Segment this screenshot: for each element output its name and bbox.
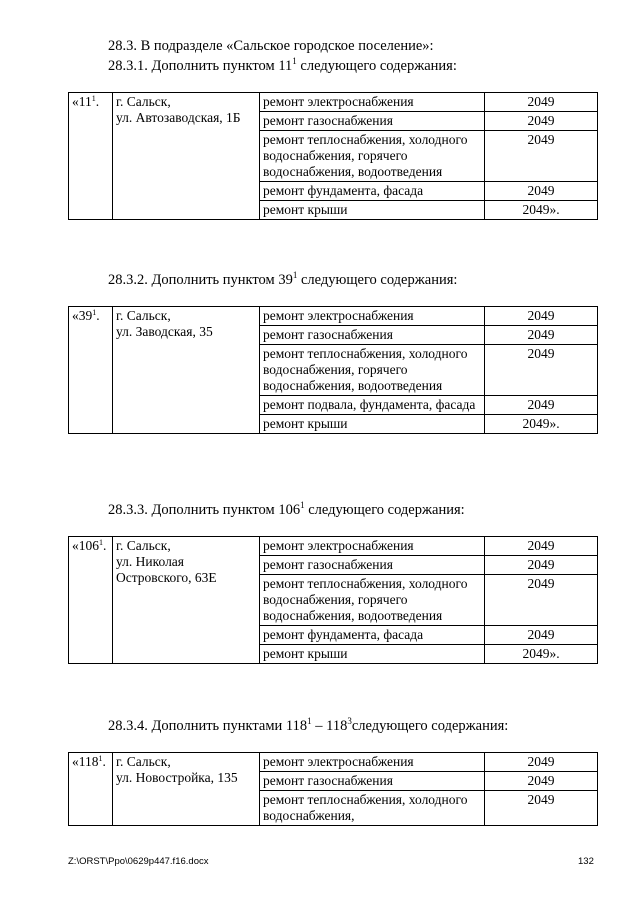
work-year: 2049 [485,626,598,645]
work-type: ремонт газоснабжения [260,112,485,131]
table-row [69,537,598,556]
work-type: ремонт крыши [260,415,485,434]
work-year: 2049». [485,201,598,220]
items-table-1 [68,92,598,220]
heading-text: следующего содержания: [304,502,465,518]
subsection-heading-1 [108,58,457,75]
work-type: ремонт крыши [260,645,485,664]
item-number: «$106^1$. [69,537,113,664]
items-table-3 [68,536,598,664]
item-address: г. Сальск, ул. Николая Островского, 63Е [113,537,260,664]
work-year: 2049 [485,131,598,182]
work-year: 2049 [485,537,598,556]
subsection-heading-2 [108,272,457,289]
footer-page-number: 132 [578,856,594,867]
item-number: «$39^1$. [69,307,113,434]
heading-superscript: 1 [307,716,312,726]
work-type: ремонт газоснабжения [260,326,485,345]
work-type: ремонт газоснабжения [260,556,485,575]
work-year: 2049 [485,791,598,826]
table-row [69,753,598,772]
heading-text: 28.3.3. Дополнить пунктом 106 [108,502,301,518]
work-type: ремонт электроснабжения [260,307,485,326]
items-table-2 [68,306,598,434]
work-year: 2049». [485,415,598,434]
work-year: 2049 [485,112,598,131]
subsection-heading-4 [108,718,508,735]
heading-text: 28.3.2. Дополнить пунктом 39 [108,272,293,288]
work-year: 2049 [485,575,598,626]
heading-superscript: 1 [300,500,305,510]
heading-text: следующего содержания: [351,718,509,734]
work-year: 2049 [485,182,598,201]
work-year: 2049 [485,326,598,345]
work-type: ремонт газоснабжения [260,772,485,791]
work-year: 2049 [485,753,598,772]
work-year: 2049 [485,345,598,396]
heading-text: следующего содержания: [297,272,458,288]
work-type: ремонт крыши [260,201,485,220]
work-year: 2049 [485,93,598,112]
subsection-heading-3 [108,502,465,519]
work-type: ремонт электроснабжения [260,93,485,112]
heading-text: – 118 [311,718,348,734]
heading-text: 28.3.1. Дополнить пунктом 11 [108,58,293,74]
work-year: 2049». [485,645,598,664]
footer-file-path: Z:\ORST\Ppo\0629p447.f16.docx [68,856,209,867]
work-type: ремонт теплоснабжения, холодного водоснабжения, горячего водоснабжения, водоотведения [260,131,485,182]
heading-superscript: 3 [347,716,352,726]
heading-superscript: 1 [292,56,297,66]
work-type: ремонт фундамента, фасада [260,182,485,201]
work-type: ремонт электроснабжения [260,753,485,772]
item-address: г. Сальск, ул. Автозаводская, 1Б [113,93,260,220]
heading-text: 28.3.4. Дополнить пунктами 118 [108,718,308,734]
work-type: ремонт подвала, фундамента, фасада [260,396,485,415]
table-row [69,93,598,112]
table-row [69,307,598,326]
work-year: 2049 [485,307,598,326]
work-type: ремонт теплоснабжения, холодного водоснабжения, горячего водоснабжения, водоотведения [260,575,485,626]
items-table-4 [68,752,598,826]
work-year: 2049 [485,396,598,415]
item-address: г. Сальск, ул. Заводская, 35 [113,307,260,434]
item-number: «$11^1$. [69,93,113,220]
work-year: 2049 [485,556,598,575]
work-type: ремонт фундамента, фасада [260,626,485,645]
work-type: ремонт теплоснабжения, холодного водоснабжения, горячего водоснабжения, водоотведения [260,345,485,396]
section-heading: 28.3. В подразделе «Сальское городское поселение»: [108,38,434,54]
item-number: «$118^1$. [69,753,113,826]
work-type: ремонт электроснабжения [260,537,485,556]
heading-text: следующего содержания: [296,58,457,74]
work-type: ремонт теплоснабжения, холодного водоснабжения, [260,791,485,826]
work-year: 2049 [485,772,598,791]
item-address: г. Сальск, ул. Новостройка, 135 [113,753,260,826]
heading-superscript: 1 [292,270,298,280]
